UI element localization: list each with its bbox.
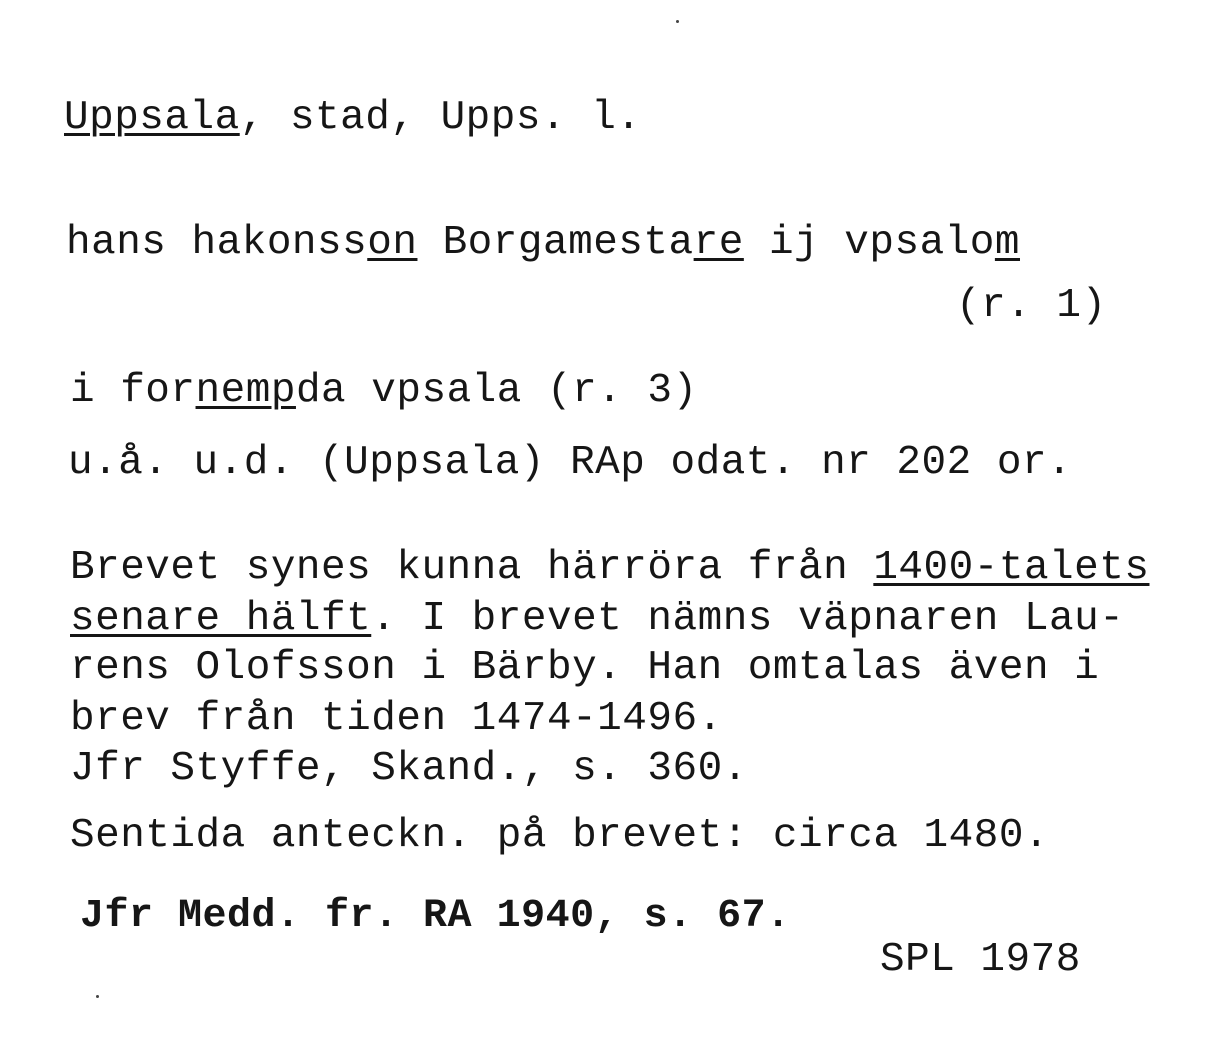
date-phrase: 1400-talets bbox=[873, 545, 1150, 591]
place-name: Uppsala bbox=[64, 95, 240, 141]
comment-line-3: rens Olofsson i Bärby. Han omtalas även i bbox=[70, 645, 1100, 691]
quote-line-2 bbox=[70, 367, 698, 415]
source-line: u.å. u.d. (Uppsala) RAp odat. nr 202 or. bbox=[68, 440, 1073, 486]
reference-line: Jfr Medd. fr. RA 1940, s. 67. bbox=[80, 894, 791, 939]
comment-text: Brevet synes kunna härröra från bbox=[70, 545, 874, 591]
scan-speck bbox=[96, 995, 99, 998]
note-line: Sentida anteckn. på brevet: circa 1480. bbox=[70, 813, 1050, 859]
quote-text: i for bbox=[70, 368, 196, 414]
quote-text: hans hakonss bbox=[66, 220, 368, 266]
date-phrase: senare hälft bbox=[70, 596, 372, 642]
quote-text: ij vpsalo bbox=[743, 220, 995, 266]
heading-rest: , stad, Upps. l. bbox=[239, 95, 642, 141]
quote-text: Borgamesta bbox=[417, 220, 694, 266]
comment-text: . I brevet nämns väpnaren Lau- bbox=[371, 596, 1125, 642]
comment-line-4: brev från tiden 1474-1496. bbox=[70, 696, 723, 742]
quote-abbrev: re bbox=[693, 220, 744, 266]
scan-speck bbox=[676, 20, 679, 23]
quote-abbrev: on bbox=[367, 220, 418, 266]
quote-abbrev: m bbox=[994, 220, 1020, 266]
signature: SPL 1978 bbox=[880, 937, 1081, 983]
quote-line-1 bbox=[66, 219, 1020, 267]
comment-line-5: Jfr Styffe, Skand., s. 360. bbox=[70, 746, 748, 792]
quote-abbrev: nemp bbox=[195, 368, 296, 414]
heading-line bbox=[64, 94, 641, 142]
quote-text: da vpsala (r. 3) bbox=[295, 368, 698, 414]
comment-line-1 bbox=[70, 544, 1149, 592]
quote-reference-1: (r. 1) bbox=[956, 283, 1107, 329]
comment-line-2 bbox=[70, 595, 1124, 643]
